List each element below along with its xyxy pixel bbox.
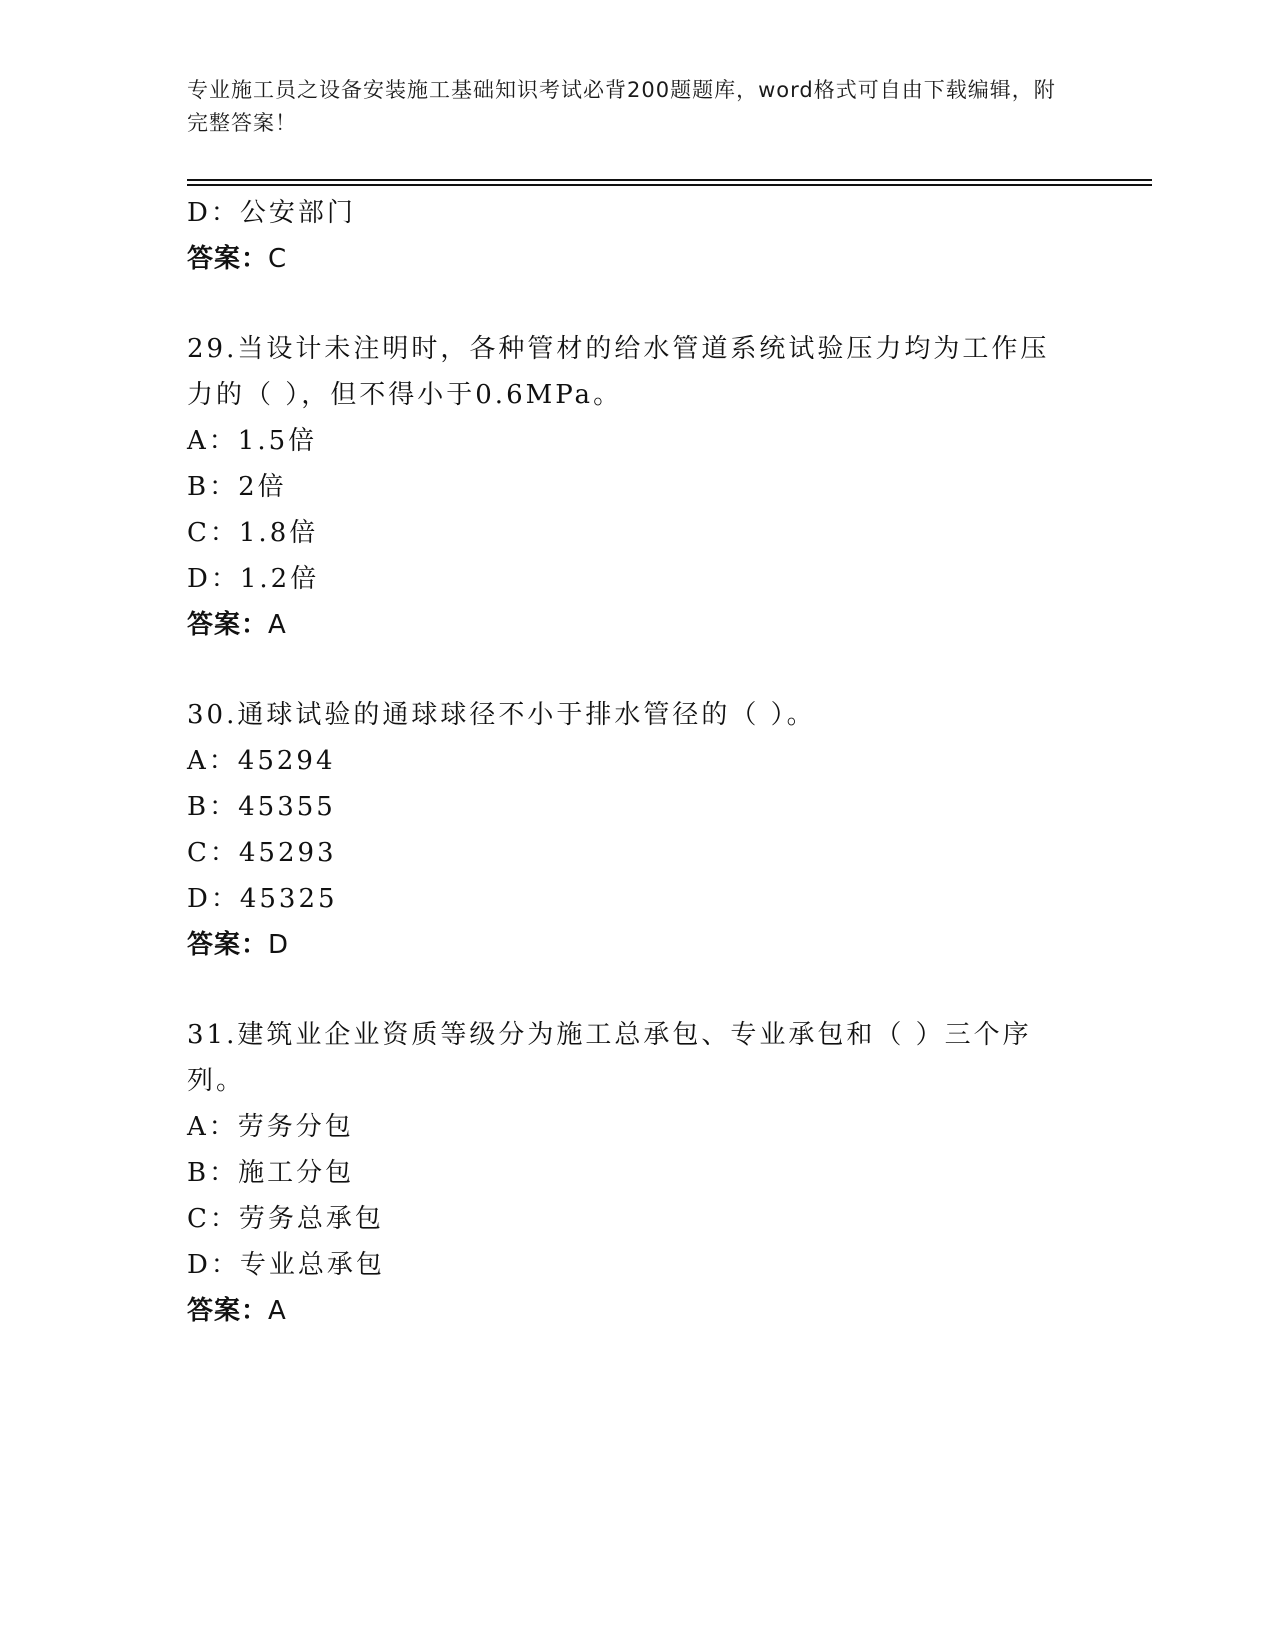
answer-value: A — [268, 1296, 287, 1326]
question-31 — [187, 1012, 1087, 1334]
page-header: 专业施工员之设备安装施工基础知识考试必背200题题库，word格式可自由下载编辑，附完整答案！ — [187, 78, 1056, 135]
question-29 — [187, 326, 1087, 648]
question-stem: 29.当设计未注明时，各种管材的给水管道系统试验压力均为工作压力的（ ），但不得小于0.6MPa。 — [187, 334, 1050, 410]
option-b: B：2倍 — [187, 472, 287, 502]
answer-label: 答案： — [187, 610, 269, 640]
leading-option-d: D：公安部门 — [187, 198, 356, 228]
option-c: C：45293 — [187, 838, 337, 868]
exam-content — [187, 190, 1087, 1334]
option-c: C：劳务总承包 — [187, 1204, 384, 1234]
answer-value: D — [268, 930, 290, 960]
question-30 — [187, 692, 1087, 968]
answer-label: 答案： — [187, 1296, 269, 1326]
question-answer — [187, 602, 1087, 648]
option-a: A：劳务分包 — [187, 1112, 354, 1142]
answer-value: A — [268, 610, 287, 640]
option-a: A：1.5倍 — [187, 426, 318, 456]
option-d: D：45325 — [187, 884, 338, 914]
leading-answer — [187, 236, 1087, 282]
option-a: A：45294 — [187, 746, 336, 776]
question-stem: 31.建筑业企业资质等级分为施工总承包、专业承包和（ ）三个序列。 — [187, 1020, 1032, 1096]
option-d: D：专业总承包 — [187, 1250, 385, 1280]
answer-label: 答案： — [187, 930, 269, 960]
question-answer — [187, 922, 1087, 968]
answer-value: C — [268, 244, 288, 274]
question-stem: 30.通球试验的通球球径不小于排水管径的（ ）。 — [187, 700, 816, 730]
header-divider-bottom — [187, 184, 1152, 186]
option-b: B：施工分包 — [187, 1158, 355, 1188]
answer-label: 答案： — [187, 244, 269, 274]
question-answer — [187, 1288, 1087, 1334]
header-divider-top — [187, 179, 1152, 181]
option-c: C：1.8倍 — [187, 518, 319, 548]
option-b: B：45355 — [187, 792, 336, 822]
option-d: D：1.2倍 — [187, 564, 320, 594]
